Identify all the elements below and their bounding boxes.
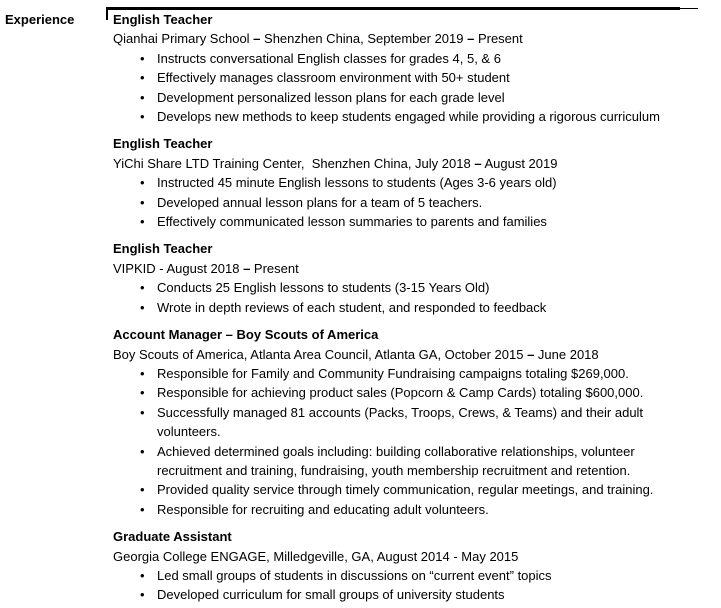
job-bullet (113, 442, 701, 481)
job-company-line (113, 345, 701, 364)
job-bullet-text: Effectively manages classroom environment with 50+ student (157, 70, 510, 86)
job-bullets (113, 173, 701, 231)
job-bullet (113, 49, 701, 68)
job-entry (113, 239, 701, 317)
job-bullet (113, 298, 701, 317)
bullet-icon: • (140, 175, 145, 191)
job-entry (113, 527, 701, 605)
job-title: English Teacher (113, 12, 213, 27)
bullet-icon: • (140, 501, 145, 517)
section-label-column (0, 10, 107, 605)
company-line-dash: – (253, 31, 261, 47)
job-bullet-text: Instructed 45 minute English lessons to students (Ages 3-6 years old) (157, 175, 557, 191)
experience-entries (107, 10, 721, 605)
job-bullet (113, 193, 701, 212)
job-bullet (113, 383, 701, 402)
job-company-line (113, 547, 701, 566)
company-line-text: June 2018 (534, 346, 599, 362)
job-bullet (113, 107, 701, 126)
job-company-line (113, 29, 701, 48)
company-line-dash: – (474, 155, 482, 171)
job-bullet-text: Responsible for achieving product sales (Popcorn & Camp Cards) totaling $600,000. (157, 385, 644, 401)
bullet-icon: • (140, 482, 145, 498)
job-bullet-text: Conducts 25 English lessons to students (3-15 Years Old) (157, 280, 490, 296)
job-entry (113, 10, 701, 126)
company-line-dash: – (243, 260, 251, 276)
job-bullet-text: Develops new methods to keep students engaged while providing a rigorous curriculum (157, 109, 660, 125)
job-bullets (113, 364, 701, 519)
job-bullet (113, 585, 701, 604)
company-line-text: Boy Scouts of America, Atlanta Area Council, Atlanta GA, October 2015 (113, 346, 528, 362)
job-bullet-text: Successfully managed 81 accounts (Packs, Troops, Crews, & Teams) and their adult volunteers. (157, 404, 644, 440)
bullet-icon: • (140, 214, 145, 230)
job-bullet-text: Led small groups of students in discussions on “current event” topics (157, 567, 552, 583)
company-line-text: VIPKID - August 2018 (113, 260, 244, 276)
job-bullet (113, 173, 701, 192)
job-bullet (113, 566, 701, 585)
job-bullet-text: Provided quality service through timely communication, regular meetings, and training. (157, 482, 654, 498)
job-bullet-text: Development personalized lesson plans for each grade level (157, 89, 505, 105)
company-line-dash: – (527, 346, 535, 362)
bullet-icon: • (140, 587, 145, 603)
job-entry (113, 325, 701, 519)
company-line-text: August 2019 (481, 155, 558, 171)
job-bullet-text: Wrote in depth reviews of each student, and responded to feedback (157, 299, 547, 315)
job-title: Graduate Assistant (113, 529, 232, 545)
company-line-text: Present (474, 31, 523, 47)
job-bullets (113, 566, 701, 605)
company-line-text: YiChi Share LTD Training Center, Shenzhen China, July 2018 (113, 155, 475, 171)
job-title: English Teacher (113, 136, 213, 152)
table-border-top (107, 7, 680, 10)
job-bullet-text: Developed annual lesson plans for a team of 5 teachers. (157, 194, 483, 210)
job-bullets (113, 49, 701, 127)
company-line-text: Georgia College ENGAGE, Milledgeville, GA, August 2014 - May 2015 (113, 548, 519, 564)
job-bullet-text: Developed curriculum for small groups of university students (157, 587, 505, 603)
job-bullet-text: Responsible for Family and Community Fundraising campaigns totaling $269,000. (157, 365, 629, 381)
job-title: Account Manager – Boy Scouts of America (113, 327, 379, 343)
bullet-icon: • (140, 385, 145, 401)
job-bullet-text: Effectively communicated lesson summaries to parents and families (157, 214, 547, 230)
job-bullets (113, 278, 701, 317)
job-entry (113, 134, 701, 231)
bullet-icon: • (140, 109, 145, 125)
company-line-text: Qianhai Primary School (113, 31, 254, 47)
bullet-icon: • (140, 50, 145, 66)
job-bullet (113, 278, 701, 297)
job-company-line (113, 259, 701, 278)
bullet-icon: • (140, 280, 145, 296)
job-bullet (113, 480, 701, 499)
bullet-icon: • (140, 194, 145, 210)
job-title: English Teacher (113, 241, 213, 257)
bullet-icon: • (140, 365, 145, 381)
bullet-icon: • (140, 70, 145, 86)
job-bullet-text: Instructs conversational English classes for grades 4, 5, & 6 (157, 50, 501, 66)
job-company-line (113, 154, 701, 173)
job-bullet (113, 212, 701, 231)
company-line-text: Present (250, 260, 299, 276)
bullet-icon: • (140, 443, 145, 459)
bullet-icon: • (140, 404, 145, 420)
job-bullet (113, 500, 701, 519)
job-bullet-text: Responsible for recruiting and educating adult volunteers. (157, 501, 489, 517)
job-bullet (113, 364, 701, 383)
bullet-icon: • (140, 567, 145, 583)
section-label-experience: Experience (5, 12, 75, 27)
job-bullet-text: Achieved determined goals including: building collaborative relationships, volunteer recruitment and training, fundraising, youth membership recruitment and retention. (157, 443, 635, 478)
table-border-corner-tick (106, 7, 108, 20)
bullet-icon: • (140, 89, 145, 105)
company-line-text: Shenzhen China, September 2019 (260, 31, 468, 47)
job-bullet (113, 68, 701, 87)
bullet-icon: • (140, 299, 145, 315)
job-bullet (113, 88, 701, 107)
table-border-top-thin (680, 8, 698, 9)
company-line-dash: – (467, 31, 475, 47)
job-bullet (113, 403, 701, 442)
